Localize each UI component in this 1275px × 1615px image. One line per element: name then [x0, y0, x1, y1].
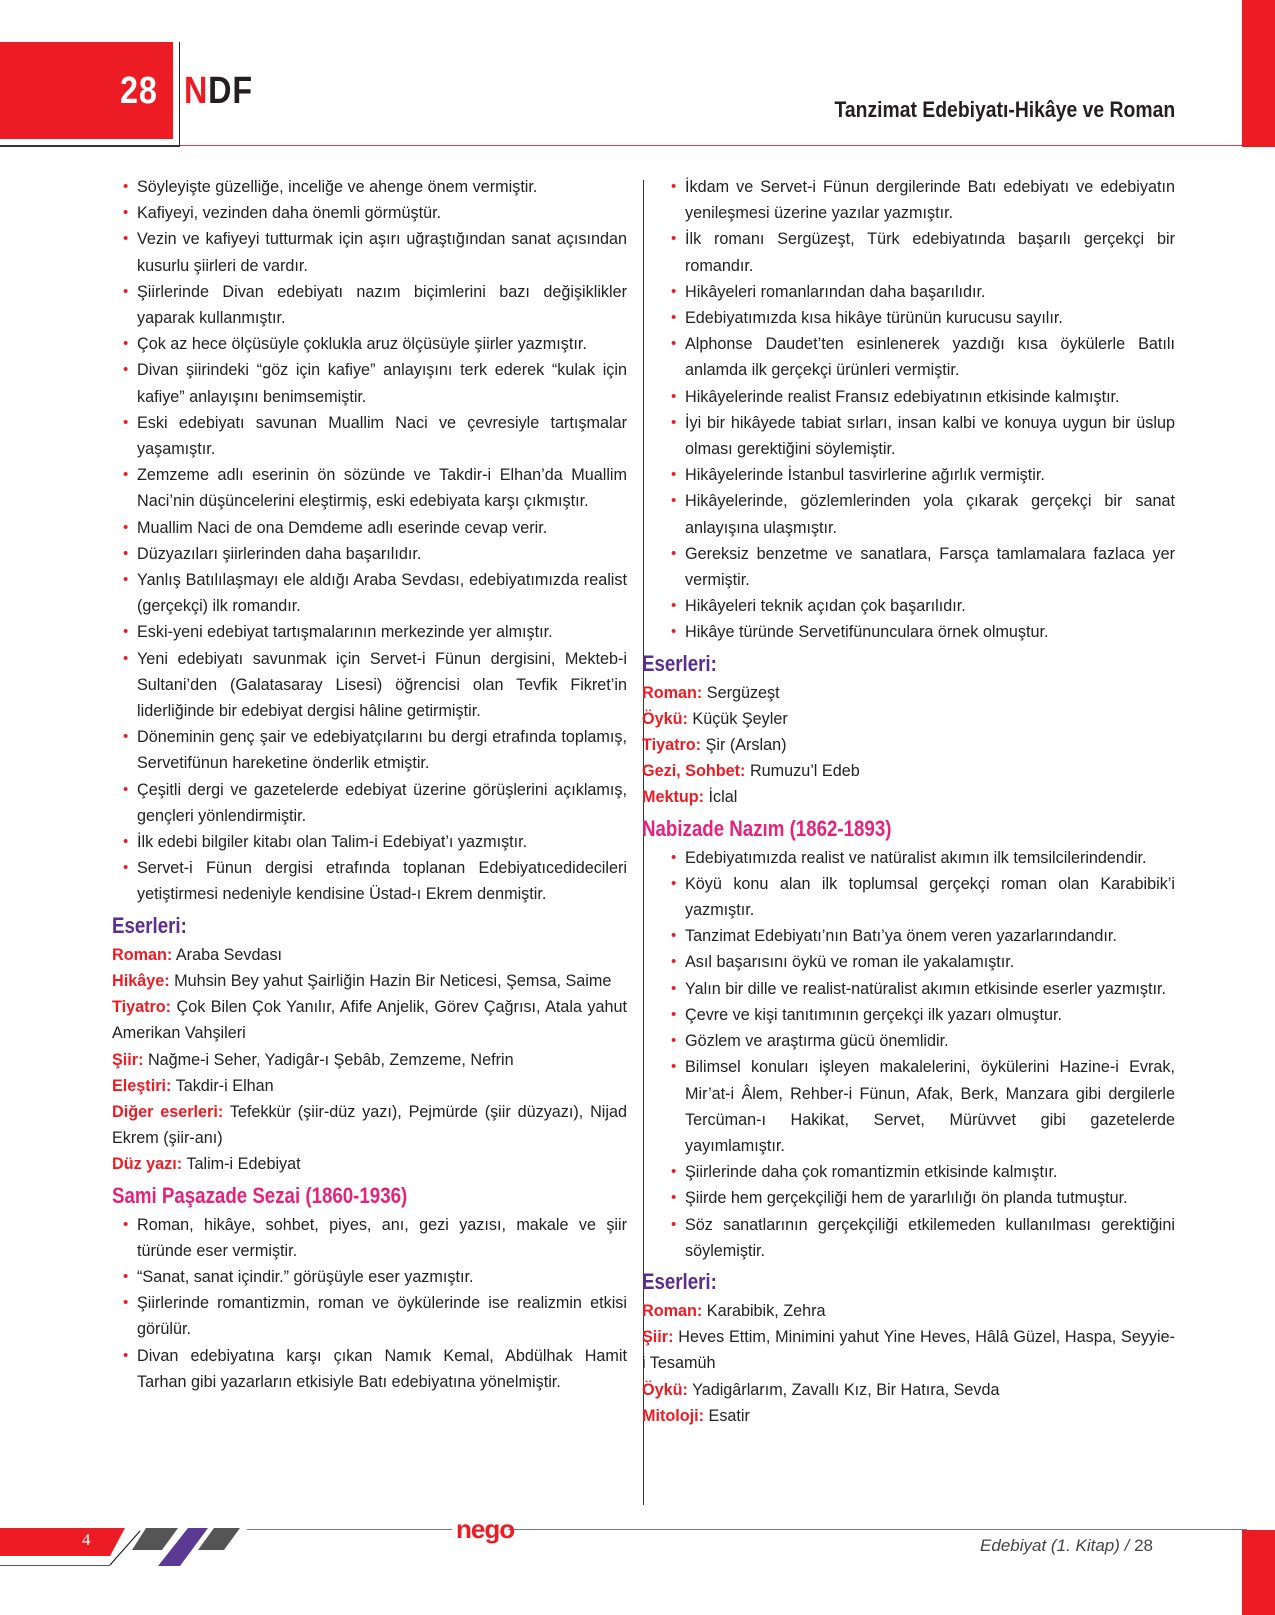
footer-rule — [247, 1529, 1247, 1530]
bullet-icon: • — [123, 466, 129, 484]
work-value: Heves Ettim, Minimini yahut Yine Heves, Hâlâ Güzel, Haspa, Seyyie-i Tesamüh — [642, 1328, 1175, 1373]
bullet-item — [123, 279, 627, 331]
bullet-icon: • — [123, 518, 129, 536]
bullet-item — [671, 923, 1175, 949]
bullet-item — [123, 567, 627, 619]
bullet-text: İyi bir hikâyede tabiat sırları, insan kalbi ve konuya uygun bir üslup olması gerektiğini söylemiştir. — [685, 413, 1175, 459]
bullet-item — [671, 279, 1175, 305]
bullet-text: Hikâye türünde Servetifünunculara örnek olmuştur. — [685, 623, 1049, 642]
bullet-item — [123, 541, 627, 567]
bullet-text: Muallim Naci de ona Demdeme adlı eserinde cevap verir. — [137, 518, 548, 537]
bullet-icon: • — [671, 544, 677, 562]
work-value: Sergüzeşt — [706, 683, 780, 702]
bullet-text: İlk romanı Sergüzeşt, Türk edebiyatında başarılı gerçekçi bir romandır. — [685, 230, 1175, 275]
bullet-text: Kafiyeyi, vezinden daha önemli görmüştür. — [137, 204, 442, 223]
bullet-text: Hikâyeleri romanlarından daha başarılıdır. — [685, 282, 986, 301]
bullet-icon: • — [671, 230, 677, 248]
bullet-item — [123, 724, 627, 776]
bullet-item — [671, 1054, 1175, 1159]
works-list — [642, 680, 1175, 811]
work-value: Nağme-i Seher, Yadigâr-ı Şebâb, Zemzeme, Nefrin — [147, 1050, 514, 1069]
footer-right-tab — [1242, 1530, 1275, 1615]
work-entry — [112, 1047, 627, 1073]
header-rule-red — [180, 145, 1242, 146]
work-label: Tiyatro: — [112, 998, 172, 1017]
bullet-item — [123, 174, 627, 200]
bullet-item — [671, 488, 1175, 540]
bullet-icon: • — [671, 178, 677, 195]
right-bullet-list — [660, 174, 1175, 646]
bullet-item — [671, 1028, 1175, 1054]
bullet-text: Gereksiz benzetme ve sanatlara, Farsça tamlamalara fazlaca yer vermiştir. — [685, 544, 1175, 590]
bullet-text: Eski-yeni edebiyat tartışmalarının merkezinde yer almıştır. — [137, 623, 553, 642]
bullet-item — [123, 1290, 627, 1342]
publisher-logo — [452, 1514, 515, 1548]
bullet-icon: • — [671, 413, 677, 431]
bullet-item — [671, 1159, 1175, 1185]
bullet-icon: • — [123, 1267, 129, 1285]
bullet-icon: • — [671, 387, 677, 405]
bullet-text: Hikâyelerinde realist Fransız edebiyatının etkisinde kalmıştır. — [685, 387, 1120, 406]
bullet-text: Divan edebiyatına karşı çıkan Namık Kemal, Abdülhak Hamit Tarhan gibi yazarların etkisiyle Batı edebiyatına yönelmiştir. — [137, 1346, 627, 1391]
bullet-icon: • — [671, 1163, 677, 1181]
bullet-text: Çevre ve kişi tanıtımının gerçekçi ilk yazarı olmuştur. — [685, 1005, 1062, 1024]
footer-book-name: Edebiyat (1. Kitap) / — [980, 1536, 1130, 1555]
brand-logo — [184, 70, 253, 113]
bullet-text: Bilimsel konuları işleyen makalelerini, öykülerini Hazine-i Evrak, Mir’at-i Âlem, Rehber-i Fünun, Afak, Berk, Manzara gibi dergilerle Tercüman-ı Hakikat, Servet, Mürüvvet gibi gazetelerde yayımlamıştır. — [685, 1058, 1175, 1155]
bullet-text: Yeni edebiyatı savunmak için Servet-i Fünun dergisini, Mekteb-i Sultani’den (Galatasaray Lisesi) öğrencisi olan Tevfik Fikret’in liderliğinde bir edebiyat dergisi hâline getirmiştir. — [137, 649, 627, 721]
bullet-item — [671, 593, 1175, 619]
bullet-item — [671, 305, 1175, 331]
bullet-text: Gözlem ve araştırma gücü önemlidir. — [685, 1032, 949, 1051]
bullet-item — [123, 829, 627, 855]
work-label: Şiir: — [112, 1050, 144, 1069]
author-heading: Sami Paşazade Sezai (1860-1936) — [112, 1182, 408, 1208]
bullet-icon: • — [123, 204, 129, 222]
bullet-text: Roman, hikâye, sohbet, piyes, anı, gezi yazısı, makale ve şiir türünde eser vermiştir. — [137, 1215, 627, 1260]
works-list — [112, 942, 627, 1178]
bullet-icon: • — [671, 927, 677, 945]
footer-page-number: 28 — [1134, 1536, 1153, 1555]
bullet-icon: • — [123, 282, 129, 300]
bullet-icon: • — [671, 1058, 677, 1076]
work-value: Rumuzu’l Edeb — [749, 762, 860, 781]
work-entry — [642, 1403, 1175, 1429]
bullet-item — [671, 845, 1175, 871]
publisher-logo-text: nego — [456, 1514, 515, 1544]
bullet-text: Edebiyatımızda kısa hikâye türünün kurucusu sayılır. — [685, 309, 1063, 328]
bullet-text: Şiirde hem gerçekçiliği hem de yararlılığı ön planda tutmuştur. — [685, 1189, 1128, 1208]
work-entry — [112, 994, 627, 1046]
bullet-text: Döneminin genç şair ve edebiyatçılarını bu dergi etrafında toplamış, Servetifünun hareketine önderlik etmiştir. — [137, 728, 627, 773]
works-heading: Eserleri: — [112, 912, 187, 938]
bullet-icon: • — [671, 492, 677, 510]
work-label: Düz yazı: — [112, 1155, 183, 1174]
work-value: Talim-i Edebiyat — [186, 1155, 301, 1174]
bullet-text: Söyleyişte güzelliğe, inceliğe ve ahenge önem vermiştir. — [137, 178, 538, 196]
work-entry — [642, 784, 1175, 810]
bullet-icon: • — [671, 848, 677, 866]
bullet-text: Hikâyelerinde, gözlemlerinden yola çıkarak gerçekçi bir sanat anlayışına ulaşmıştır. — [685, 492, 1175, 537]
author-bullet-list — [660, 845, 1175, 1264]
bullet-text: Şiirlerinde daha çok romantizmin etkisinde kalmıştır. — [685, 1163, 1058, 1182]
bullet-icon: • — [671, 1032, 677, 1050]
bullet-icon: • — [671, 979, 677, 997]
work-value: Çok Bilen Çok Yanılır, Afife Anjelik, Görev Çağrısı, Atala yahut Amerikan Vahşileri — [112, 998, 628, 1043]
bullet-text: Hikâyeleri teknik açıdan çok başarılıdır. — [685, 597, 966, 616]
work-entry — [112, 1151, 627, 1177]
bullet-item — [671, 976, 1175, 1002]
bullet-item — [671, 619, 1175, 645]
bullet-text: Köyü konu alan ilk toplumsal gerçekçi roman olan Karabibik’i yazmıştır. — [685, 874, 1175, 920]
work-entry — [112, 1073, 627, 1099]
bullet-icon: • — [671, 335, 677, 353]
bullet-item — [123, 357, 627, 409]
bullet-text: Yanlış Batılılaşmayı ele aldığı Araba Sevdası, edebiyatımızda realist (gerçekçi) ilk romandır. — [137, 571, 627, 616]
work-entry — [112, 1099, 627, 1151]
brand-rest: DF — [208, 70, 253, 112]
bullet-icon: • — [123, 178, 129, 195]
work-entry — [112, 968, 627, 994]
work-label: Öykü: — [642, 709, 688, 728]
bullet-icon: • — [671, 953, 677, 971]
bullet-text: Hikâyelerinde İstanbul tasvirlerine ağırlık vermiştir. — [685, 466, 1045, 485]
author-heading: Nabizade Nazım (1862-1893) — [642, 815, 892, 841]
work-entry — [642, 1298, 1175, 1324]
work-label: Tiyatro: — [642, 736, 702, 755]
bullet-icon: • — [671, 1005, 677, 1023]
work-value: Tefekkür (şiir-düz yazı), Pejmürde (şiir düzyazı), Nijad Ekrem (şiir-anı) — [112, 1102, 627, 1148]
bullet-item — [671, 871, 1175, 923]
bullet-item — [123, 1343, 627, 1395]
work-entry — [642, 1377, 1175, 1403]
work-value: İclal — [708, 788, 738, 807]
bullet-icon: • — [123, 780, 129, 798]
bullet-icon: • — [123, 230, 129, 248]
bullet-icon: • — [123, 623, 129, 641]
work-label: Roman: — [642, 683, 703, 702]
bullet-text: Divan şiirindeki “göz için kafiye” anlayışını terk ederek “kulak için kafiye” anlayışını benimsemiştir. — [137, 361, 627, 406]
bullet-item — [671, 462, 1175, 488]
left-column — [112, 174, 627, 1395]
bullet-item — [671, 949, 1175, 975]
bullet-icon: • — [123, 544, 129, 562]
footer-baseline — [0, 1565, 110, 1566]
bullet-icon: • — [123, 335, 129, 353]
bullet-icon: • — [671, 1215, 677, 1233]
bullet-item — [671, 174, 1175, 226]
bullet-icon: • — [123, 649, 129, 667]
work-label: Mitoloji: — [642, 1406, 705, 1425]
work-value: Şir (Arslan) — [705, 736, 787, 755]
bullet-icon: • — [123, 859, 129, 877]
bullet-item — [123, 226, 627, 278]
work-value: Yadigârlarım, Zavallı Kız, Bir Hatıra, Sevda — [692, 1380, 1000, 1399]
bullet-text: Şiirlerinde Divan edebiyatı nazım biçimlerini bazı değişiklikler yaparak kullanmıştır. — [137, 282, 627, 328]
bullet-item — [671, 1212, 1175, 1264]
bullet-item — [123, 646, 627, 725]
bullet-text: Alphonse Daudet’ten esinlenerek yazdığı kısa öykülerle Batılı anlamda ilk gerçekçi ürünleri vermiştir. — [685, 335, 1175, 380]
bullet-item — [123, 1212, 627, 1264]
bullet-item — [123, 777, 627, 829]
bullet-item — [123, 515, 627, 541]
bullet-icon: • — [671, 282, 677, 300]
works-heading: Eserleri: — [642, 1268, 717, 1294]
chapter-title: Tanzimat Edebiyatı-Hikâye ve Roman — [834, 97, 1175, 122]
work-entry — [642, 758, 1175, 784]
bullet-icon: • — [123, 413, 129, 431]
header-rule-dark — [0, 145, 180, 147]
right-column — [642, 174, 1175, 1429]
header-right-tab — [1242, 0, 1275, 147]
left-bullet-list — [112, 174, 627, 908]
bullet-text: “Sanat, sanat içindir.” görüşüyle eser yazmıştır. — [137, 1267, 474, 1286]
work-label: Eleştiri: — [112, 1076, 172, 1095]
work-label: Diğer eserleri: — [112, 1102, 224, 1121]
footer-book-title — [980, 1536, 1153, 1556]
bullet-item — [671, 410, 1175, 462]
bullet-text: Yalın bir dille ve realist-natüralist akımın etkisinde eserler yazmıştır. — [685, 979, 1167, 998]
bullet-text: Söz sanatlarının gerçekçiliği etkilemeden kullanılması gerektiğini söylemiştir. — [685, 1215, 1175, 1260]
work-value: Küçük Şeyler — [692, 709, 788, 728]
work-label: Öykü: — [642, 1380, 688, 1399]
bullet-icon: • — [671, 623, 677, 641]
work-entry — [642, 1324, 1175, 1376]
work-value: Karabibik, Zehra — [706, 1301, 826, 1320]
bullet-text: Servet-i Fünun dergisi etrafında toplanan Edebiyatıcedidecileri yetiştirmesi nedeniyle kendisine Üstad-ı Ekrem denmiştir. — [137, 859, 627, 904]
work-value: Takdir-i Elhan — [175, 1076, 274, 1095]
bullet-icon: • — [671, 1189, 677, 1207]
bullet-item — [671, 541, 1175, 593]
work-value: Araba Sevdası — [175, 945, 283, 964]
header-divider — [179, 42, 180, 146]
bullet-item — [123, 1264, 627, 1290]
work-entry — [112, 942, 627, 968]
work-entry — [642, 706, 1175, 732]
work-entry — [642, 680, 1175, 706]
bullet-item — [123, 462, 627, 514]
bullet-icon: • — [123, 1294, 129, 1312]
bullet-icon: • — [671, 597, 677, 615]
bullet-icon: • — [123, 571, 129, 589]
bullet-text: Edebiyatımızda realist ve natüralist akımın ilk temsilcilerindendir. — [685, 848, 1147, 867]
bullet-text: Asıl başarısını öykü ve roman ile yakalamıştır. — [685, 953, 1015, 972]
bullet-text: İkdam ve Servet-i Fünun dergilerinde Batı edebiyatı ve edebiyatın yenileşmesi üzerine yazılar yazmıştır. — [685, 178, 1175, 223]
bullet-icon: • — [671, 466, 677, 484]
work-entry — [642, 732, 1175, 758]
bullet-item — [671, 384, 1175, 410]
bullet-item — [123, 410, 627, 462]
bullet-icon: • — [123, 728, 129, 746]
footer-sheet-number: 4 — [82, 1530, 91, 1549]
work-label: Roman: — [112, 945, 173, 964]
brand-first-letter: N — [184, 70, 209, 112]
bullet-item — [671, 226, 1175, 278]
bullet-text: Eski edebiyatı savunan Muallim Naci ve çevresiyle tartışmalar yaşamıştır. — [137, 413, 627, 459]
author-bullet-list — [112, 1212, 627, 1395]
bullet-icon: • — [671, 309, 677, 327]
bullet-item — [123, 200, 627, 226]
bullet-item — [671, 1002, 1175, 1028]
works-heading: Eserleri: — [642, 650, 717, 676]
bullet-text: Şiirlerinde romantizmin, roman ve öykülerinde ise realizmin etkisi görülür. — [137, 1294, 627, 1339]
bullet-item — [123, 331, 627, 357]
bullet-text: Zemzeme adlı eserinin ön sözünde ve Takdir-i Elhan’da Muallim Naci’nin düşüncelerini eleştirmiş, eski edebiyata karşı çıkmıştır. — [137, 466, 627, 511]
header-page-number: 28 — [120, 70, 158, 112]
work-label: Gezi, Sohbet: — [642, 762, 746, 781]
bullet-icon: • — [671, 874, 677, 892]
bullet-icon: • — [123, 361, 129, 379]
work-value: Esatir — [708, 1406, 750, 1425]
work-label: Mektup: — [642, 788, 705, 807]
bullet-text: Düzyazıları şiirlerinden daha başarılıdır. — [137, 544, 422, 563]
works-list — [642, 1298, 1175, 1429]
bullet-text: İlk edebi bilgiler kitabı olan Talim-i Edebiyat’ı yazmıştır. — [137, 833, 528, 852]
work-label: Şiir: — [642, 1328, 674, 1347]
work-label: Hikâye: — [112, 971, 170, 990]
bullet-item — [671, 1185, 1175, 1211]
bullet-icon: • — [123, 1346, 129, 1364]
bullet-text: Çeşitli dergi ve gazetelerde edebiyat üzerine görüşlerini açıklamış, gençleri yönlendirmiştir. — [137, 780, 627, 825]
bullet-item — [123, 619, 627, 645]
bullet-text: Vezin ve kafiyeyi tutturmak için aşırı uğraştığından sanat açısından kusurlu şiirleri de vardır. — [137, 230, 627, 275]
footer-red-tab — [0, 1528, 125, 1556]
footer-stripes-decoration — [132, 1528, 242, 1568]
bullet-icon: • — [123, 833, 129, 851]
bullet-text: Tanzimat Edebiyatı’nın Batı’ya önem veren yazarlarındandır. — [685, 927, 1117, 946]
work-value: Muhsin Bey yahut Şairliğin Hazin Bir Neticesi, Şemsa, Saime — [174, 971, 612, 990]
bullet-text: Çok az hece ölçüsüyle çoklukla aruz ölçüsüyle şiirler yazmıştır. — [137, 335, 587, 354]
bullet-item — [671, 331, 1175, 383]
bullet-icon: • — [123, 1215, 129, 1233]
bullet-item — [123, 855, 627, 907]
work-label: Roman: — [642, 1301, 703, 1320]
